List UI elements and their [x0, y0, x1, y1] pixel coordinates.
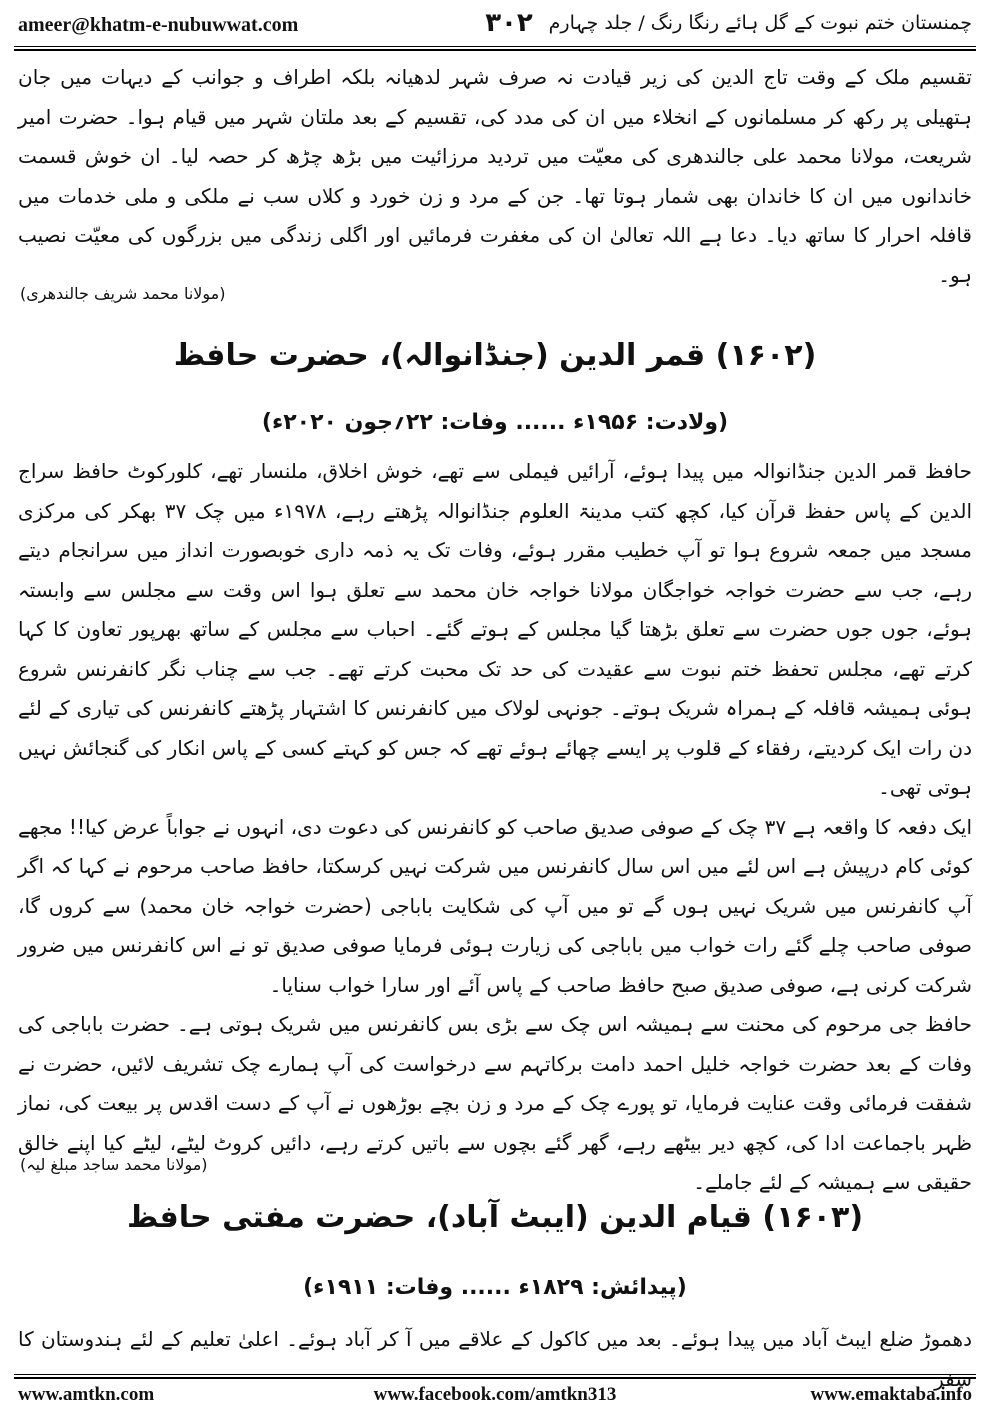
continuation-text — [18, 58, 972, 295]
footer-link-facebook[interactable]: www.facebook.com/amtkn313 — [373, 1384, 617, 1405]
page-header — [14, 8, 976, 48]
entry-body — [18, 452, 972, 1203]
entry-dates: (پیدائش: ۱۸۲۹ء ...... وفات: ۱۹۱۱ء) — [303, 1275, 687, 1300]
entry-heading: (۱۶۰۲) قمر الدین (جنڈانوالہ)، حضرت حافظ — [173, 338, 817, 373]
author-credit: (مولانا محمد ساجد مبلغ لیہ) — [20, 1155, 208, 1174]
header-rule — [14, 46, 976, 51]
paragraph: حافظ قمر الدین جنڈانوالہ میں پیدا ہوئے، آرائیں فیملی سے تھے، خوش اخلاق، ملنسار تھے، کلورکوٹ حافظ سراج الدین کے پاس حفظ قرآن کیا، کچھ کتب مدینۃ العلوم جنڈانوالہ پڑھتے رہے، ۱۹۷۸ء میں چک ۳۷ بھکر کی مرکزی مسجد میں جمعہ شروع ہوا تو آپ خطیب مقرر ہوئے، وفات تک یہ ذمہ داری خوبصورت انداز میں سرانجام دیتے رہے، جب سے حضرت خواجہ خواجگان مولانا خواجہ خان محمد سے تعلق ہوا اس وقت سے مجلس سے وابستہ ہوئے، جوں جوں حضرت سے تعلق بڑھتا گیا مجلس کے ہوتے گئے۔ احباب سے مجلس کے ساتھ بھرپور تعاون کا کہا کرتے تھے، مجلس تحفظ ختم نبوت سے عقیدت کی حد تک محبت کرتے تھے۔ جب سے چناب نگر کانفرنس شروع ہوئی ہمیشہ قافلہ کے ہمراہ شریک ہوتے۔ جونہی لولاک میں کانفرنس کا اشتہار پڑھتے کانفرنس کی تیاری کے لئے دن رات ایک کردیتے، رفقاء کے قلوب پر ایسے چھائے ہوئے تھے کہ جس کو کہتے کسی کے پاس انکار کی گنجائش نہیں ہوتی تھی۔ — [18, 459, 973, 799]
entry-heading: (۱۶۰۳) قیام الدین (ایبٹ آباد)، حضرت مفتی حافظ — [126, 1200, 864, 1235]
paragraph: ایک دفعہ کا واقعہ ہے ۳۷ چک کے صوفی صدیق صاحب کو کانفرنس کی دعوت دی، انہوں نے جواباً عرض کیا!! مجھے کوئی کام درپیش ہے اس لئے میں اس سال کانفرنس میں شرکت نہیں کرسکتا، حافظ صاحب مرحوم نے کہا کہ اگر آپ کانفرنس میں شریک نہیں ہوں گے تو میں آپ کی شکایت باباجی (حضرت خواجہ خان محمد) سے کروں گا، صوفی صاحب چلے گئے رات خواب میں باباجی کی زیارت ہوئی فرمایا صوفی صدیق تو نے اس کانفرنس میں ضرور شرکت کرنی ہے، صوفی صدیق صبح حافظ صاحب کے پاس آئے اور سارا خواب سنایا۔ — [18, 814, 973, 997]
footer-link-library[interactable]: www.emaktaba.info — [810, 1384, 972, 1405]
paragraph: دھموڑ ضلع ایبٹ آباد میں پیدا ہوئے۔ بعد میں کاکول کے علاقے میں آ کر آباد ہوئے۔ اعلیٰ تعلیم کے لئے ہندوستان کا سفر — [18, 1327, 972, 1391]
footer-rule — [14, 1374, 976, 1379]
footer-link-website[interactable]: www.amtkn.com — [18, 1384, 155, 1405]
paragraph: تقسیم ملک کے وقت تاج الدین کی زیر قیادت نہ صرف شہر لدھیانہ بلکہ اطراف و جوانب کے دیہات میں جان ہتھیلی پر رکھ کر مسلمانوں کے انخلاء میں ان کی مدد کی، تقسیم کے بعد ملتان شہر میں قیام ہوا۔ حضرت امیر شریعت، مولانا محمد علی جالندھری کی معیّت میں تردید مرزائیت میں بڑھ چڑھ کر حصہ لیا۔ ان خوش قسمت خاندانوں میں ان کا خاندان بھی شمار ہوتا تھا۔ جن کے مرد و زن خورد و کلاں سب نے ملکی و ملی خدمات میں قافلہ احرار کا ساتھ دیا۔ دعا ہے اللہ تعالیٰ ان کی مغفرت فرمائیں اور اگلی زندگی میں بزرگوں کی معیّت نصیب ہو۔ — [18, 65, 972, 287]
header-email: ameer@khatm-e-nubuwwat.com — [18, 14, 299, 36]
paragraph: حافظ جی مرحوم کی محنت سے ہمیشہ اس چک سے بڑی بس کانفرنس میں شریک ہوتی ہے۔ حضرت باباجی کی وفات کے بعد حضرت خواجہ خلیل احمد دامت برکاتہم سے درخواست کی آپ ہمارے چک تشریف لائیں، حضرت نے شفقت فرمائی وقت عنایت فرمایا، تو پورے چک کے مرد و زن بچے بوڑھوں نے آپ کے دست اقدس پر بیعت کی، نماز ظہر باجماعت ادا کی، کچھ دیر بیٹھے رہے، گھر گئے بچوں سے باتیں کرتے رہے، دائیں کروٹ لیٹے، لیٹے کیا اپنے خالق حقیقی سے ہمیشہ کے لئے جاملے۔ — [18, 1012, 972, 1194]
author-credit: (مولانا محمد شریف جالندھری) — [20, 284, 226, 303]
page-number: ۳۰۲ — [485, 8, 533, 38]
book-title: چمنستان ختم نبوت کے گل ہائے رنگا رنگ / جلد چہارم — [548, 12, 972, 34]
entry-dates: (ولادت: ۱۹۵۶ء ...... وفات: ۲۲؍جون ۲۰۲۰ء) — [261, 410, 729, 435]
